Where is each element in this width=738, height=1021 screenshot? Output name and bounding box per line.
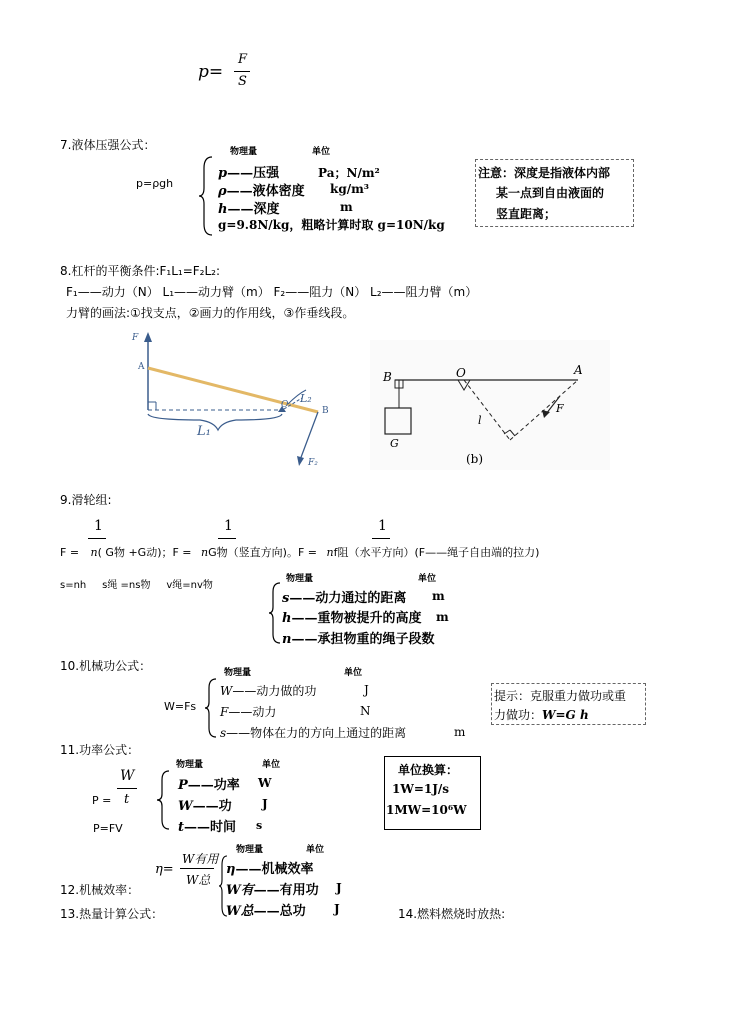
- power-fraction-bar: [117, 788, 137, 789]
- efficiency-fraction-bar: [180, 868, 214, 869]
- section12-header-quantity: 物理量: [236, 845, 264, 855]
- pulley-f3-numerator: 1: [378, 518, 387, 534]
- section13-heading: 13.热量计算公式：: [60, 907, 164, 921]
- section8-variables: F₁——动力（N） L₁——动力臂（m） F₂——阻力（N） L₂——阻力臂（m）: [66, 285, 478, 299]
- section11-header-quantity: 物理量: [176, 760, 204, 770]
- efficiency-eta: η=: [155, 862, 174, 877]
- fig-b-label-l: l: [478, 414, 482, 427]
- pulley-f1-bar: [88, 538, 106, 539]
- section7-heading: 7.液体压强公式：: [60, 138, 156, 152]
- section12-heading: 12.机械效率：: [60, 883, 140, 897]
- section12-row-useful-work: W有——有用功: [226, 883, 319, 898]
- pulley-f2-numerator: 1: [224, 518, 233, 534]
- fig-b-label-F: F: [556, 402, 564, 415]
- lever-figure-b: [370, 340, 610, 470]
- section9-header-unit: 单位: [418, 574, 437, 584]
- pulley-f1-numerator: 1: [94, 518, 103, 534]
- section10-row-W: W——动力做的功: [220, 684, 317, 698]
- top-formula-fraction-bar: [234, 71, 250, 72]
- pulley-formulas: F = n( G物 +G动)；F = nG物（竖直方向)。F = nf阻（水平方向）(F——绳子自由端的拉力): [60, 546, 540, 559]
- fig-b-caption: (b): [466, 452, 484, 466]
- section7-row-pressure: p——压强: [218, 166, 280, 181]
- power-numerator: W: [120, 768, 135, 784]
- section7-brace: [198, 156, 214, 236]
- section9-row-h: h——重物被提升的高度: [282, 611, 422, 626]
- fig-a-label-O: O: [281, 400, 289, 410]
- section12-row-eta: η——机械效率: [226, 862, 314, 877]
- section11-heading: 11.功率公式：: [60, 743, 140, 757]
- section7-unit-pressure: Pa；N/m²: [318, 166, 380, 180]
- section10-tip-line2: 力做功：W=G h: [494, 708, 589, 722]
- section7-unit-density: kg/m³: [330, 182, 370, 196]
- section10-brace: [204, 678, 218, 738]
- section7-row-density: ρ——液体密度: [218, 184, 305, 199]
- section8-heading: 8.杠杆的平衡条件:F₁L₁=F₂L₂:: [60, 264, 221, 278]
- section7-formula: p=ρgh: [136, 177, 174, 190]
- fig-b-label-B: B: [383, 370, 392, 384]
- power-denominator: t: [124, 792, 130, 807]
- fig-a-label-A: A: [138, 362, 145, 372]
- top-formula-denominator: S: [238, 74, 247, 89]
- section7-unit-depth: m: [340, 200, 353, 214]
- section12-unit-useful-work: J: [336, 881, 342, 895]
- efficiency-numerator: W有用: [182, 852, 219, 866]
- fig-a-label-L2: L₂: [300, 392, 312, 405]
- section8-lever-arm-method: 力臂的画法:①找支点，②画力的作用线，③作垂线段。: [66, 306, 355, 320]
- section7-row-depth: h——深度: [218, 202, 280, 217]
- section10-header-quantity: 物理量: [224, 668, 252, 678]
- section11-box-title: 单位换算：: [398, 763, 459, 777]
- section11-header-unit: 单位: [262, 760, 281, 770]
- fig-b-label-G: G: [390, 437, 399, 450]
- section9-unit-h: m: [436, 610, 449, 624]
- section7-note-line3: 竖直距离；: [496, 207, 557, 221]
- section9-heading: 9.滑轮组:: [60, 493, 112, 507]
- power-alt-formula: P=FV: [93, 822, 123, 835]
- section7-note-line2: 某一点到自由液面的: [496, 186, 605, 200]
- section10-row-F: F——动力: [220, 705, 277, 719]
- section10-formula: W=Fs: [164, 700, 197, 713]
- fig-a-label-B: B: [322, 406, 329, 416]
- section11-unit-P: W: [258, 776, 272, 790]
- section10-header-unit: 单位: [344, 668, 363, 678]
- section11-box-line1: 1W=1J/s: [392, 782, 450, 796]
- top-formula-lhs: p=: [198, 62, 224, 82]
- section9-header-quantity: 物理量: [286, 574, 314, 584]
- section11-row-t: t——时间: [178, 820, 237, 835]
- fig-b-label-O: O: [456, 366, 466, 380]
- section12-row-total-work: W总——总功: [226, 904, 306, 919]
- section11-unit-t: s: [256, 819, 263, 832]
- section10-tip-line1: 提示：克服重力做功或重: [494, 689, 627, 703]
- top-formula-numerator: F: [238, 52, 248, 67]
- section10-unit-F: N: [360, 704, 371, 718]
- pulley-f2-bar: [218, 538, 236, 539]
- section12-unit-total-work: J: [334, 902, 340, 916]
- section12-header-unit: 单位: [306, 845, 325, 855]
- section9-brace: [268, 582, 282, 644]
- fig-a-label-F2: F₂: [308, 458, 318, 468]
- fig-a-label-F: F: [132, 333, 139, 343]
- section10-unit-s: m: [454, 725, 466, 739]
- section11-box-line2: 1MW=10⁶W: [386, 803, 467, 817]
- section10-heading: 10.机械功公式：: [60, 659, 152, 673]
- power-lhs: P =: [92, 794, 112, 807]
- section11-row-P: P——功率: [178, 778, 240, 793]
- section10-unit-W: J: [364, 683, 369, 697]
- efficiency-denominator: W总: [186, 873, 211, 887]
- section7-gravity-note: g=9.8N/kg，粗略计算时取 g=10N/kg: [218, 218, 445, 232]
- section11-row-W: W——功: [178, 799, 232, 814]
- fig-a-label-L1: L₁: [197, 424, 211, 439]
- section11-brace: [156, 770, 172, 830]
- section11-unit-W: J: [262, 797, 268, 811]
- section7-header-unit: 单位: [312, 147, 331, 157]
- section9-row-n: n——承担物重的绳子段数: [282, 632, 435, 647]
- pulley-f3-bar: [372, 538, 390, 539]
- section9-row-s: s——动力通过的距离: [282, 591, 407, 606]
- section10-row-s: s——物体在力的方向上通过的距离: [220, 726, 407, 740]
- pulley-relations: s=nh s绳 =ns物 v绳=nv物: [60, 580, 213, 591]
- section7-note-line1: 注意：深度是指液体内部: [478, 166, 611, 180]
- section7-header-quantity: 物理量: [230, 147, 258, 157]
- section14-heading: 14.燃料燃烧时放热:: [398, 907, 506, 921]
- fig-b-label-A: A: [574, 363, 583, 377]
- section9-unit-s: m: [432, 589, 445, 603]
